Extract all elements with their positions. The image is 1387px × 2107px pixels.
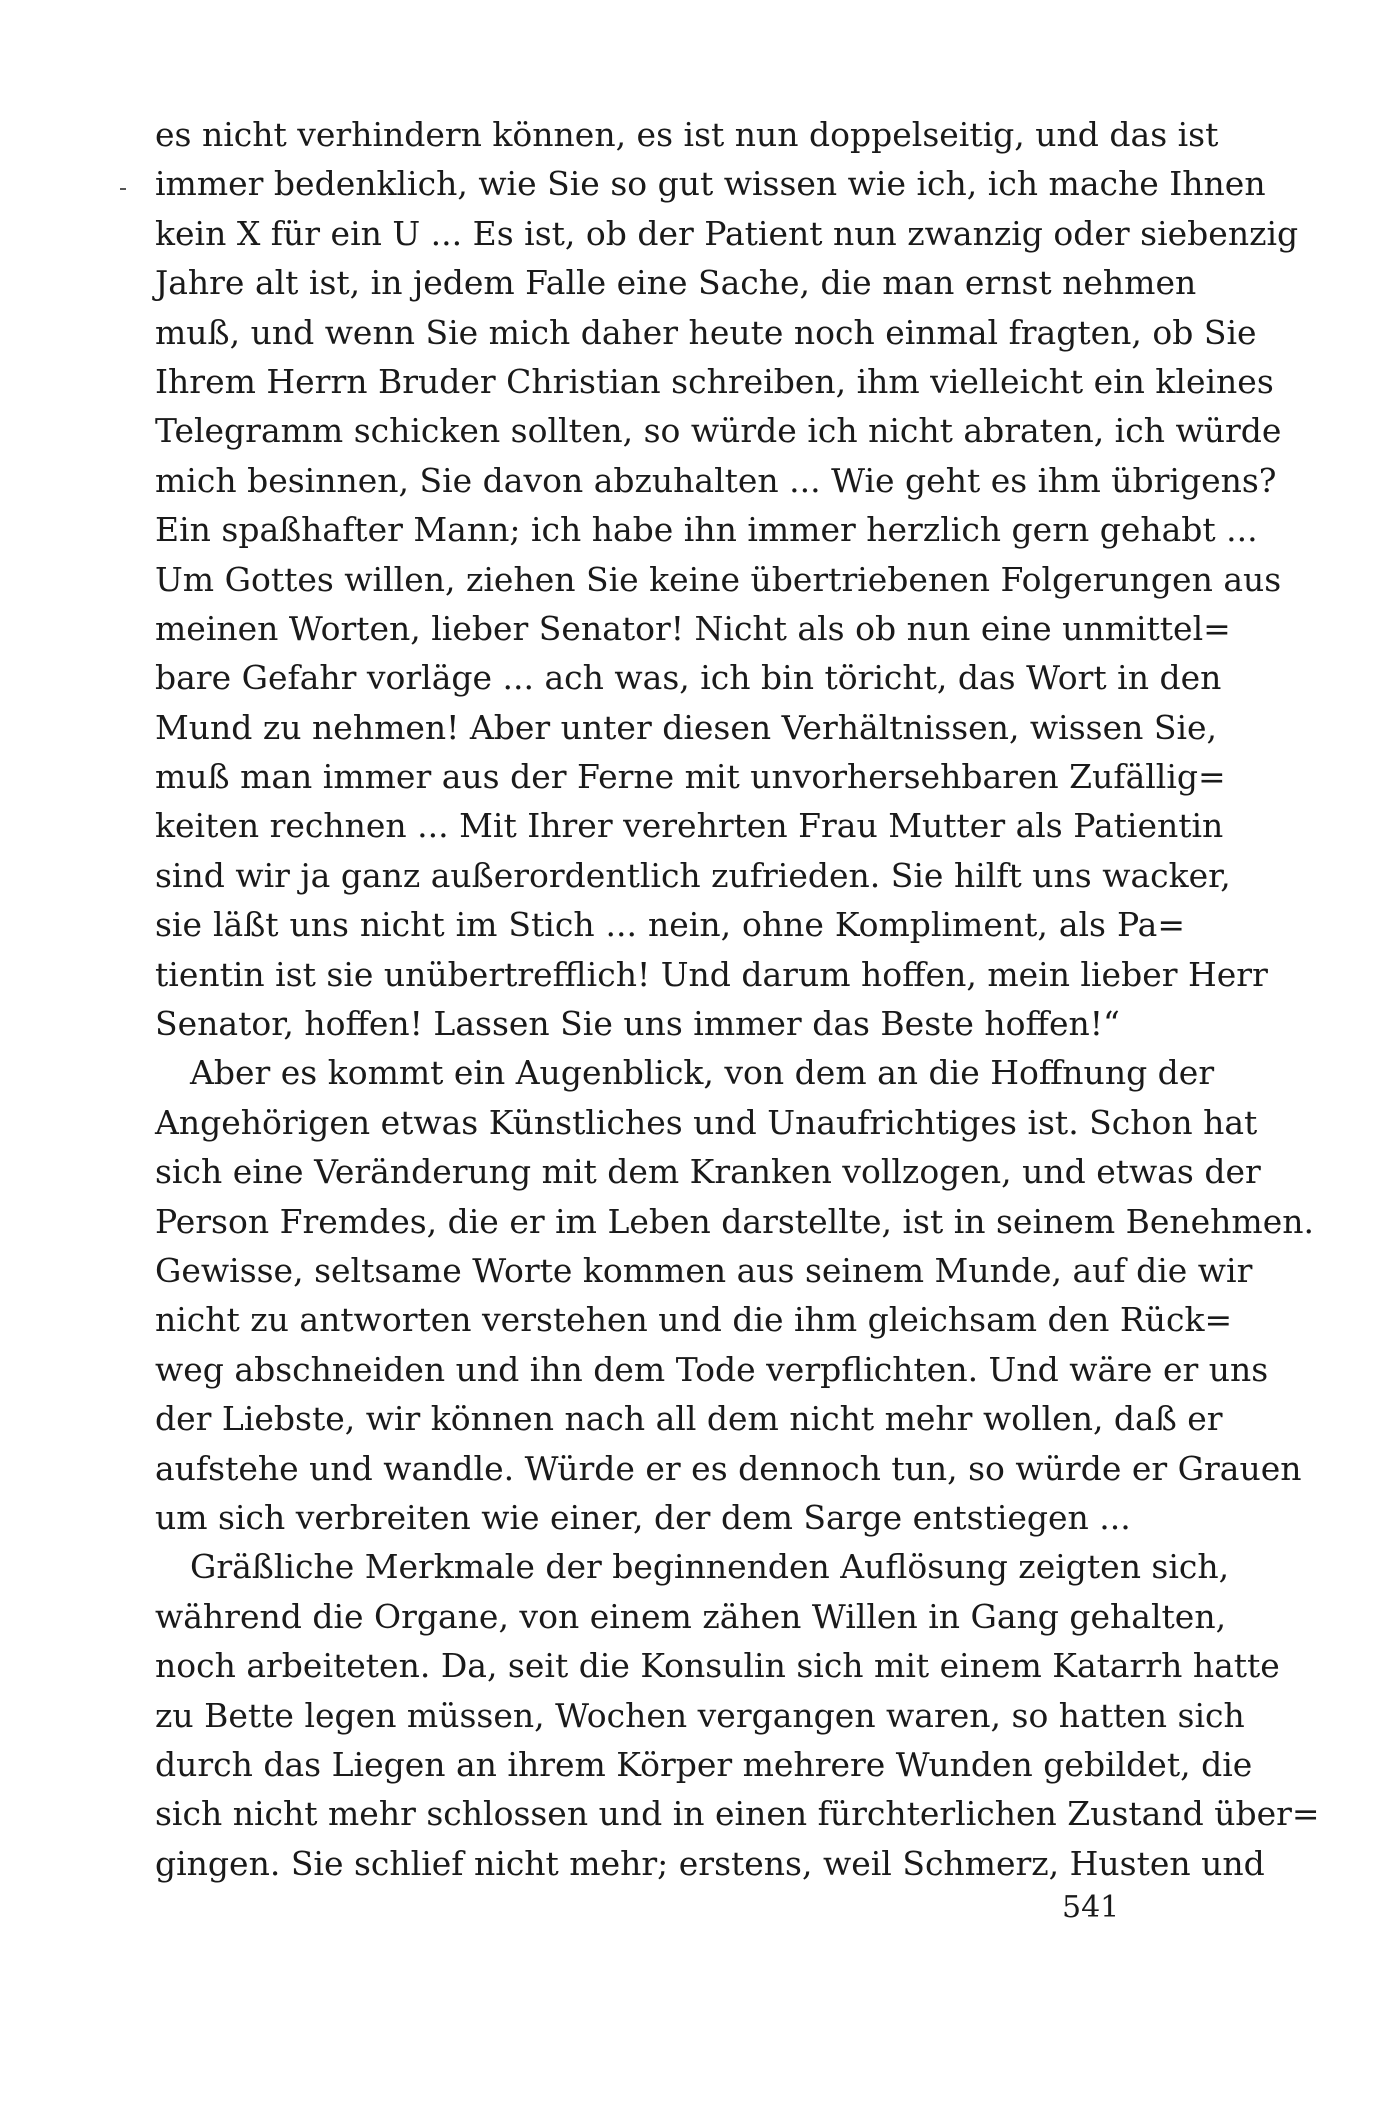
text-line: sind wir ja ganz außerordentlich zufrieden. Sie hilft uns wacker, (155, 855, 1231, 895)
text-line: sich eine Veränderung mit dem Kranken vollzogen, und etwas der (155, 1152, 1261, 1192)
text-line: weg abschneiden und ihn dem Tode verpflichten. Und wäre er uns (155, 1349, 1269, 1389)
text-line: bare Gefahr vorläge ... ach was, ich bin töricht, das Wort in den (155, 658, 1222, 698)
text-line: während die Organe, von einem zähen Willen in Gang gehalten, (155, 1596, 1227, 1636)
text-line: der Liebste, wir können nach all dem nicht mehr wollen, daß er (155, 1399, 1223, 1439)
text-line: Person Fremdes, die er im Leben darstellte, ist in seinem Benehmen. (155, 1201, 1314, 1241)
text-line: tientin ist sie unübertrefflich! Und darum hoffen, mein lieber Herr (155, 954, 1268, 994)
text-line: muß, und wenn Sie mich daher heute noch einmal fragten, ob Sie (155, 312, 1257, 352)
text-line: Senator, hoffen! Lassen Sie uns immer das Beste hoffen!“ (155, 1004, 1120, 1044)
text-line: meinen Worten, lieber Senator! Nicht als ob nun eine unmittel= (155, 608, 1231, 648)
body-text (155, 110, 1320, 1888)
text-line: muß man immer aus der Ferne mit unvorhersehbaren Zufällig= (155, 757, 1226, 797)
text-line: sich nicht mehr schlossen und in einen fürchterlichen Zustand über= (155, 1794, 1320, 1834)
text-line: mich besinnen, Sie davon abzuhalten ... Wie geht es ihm übrigens? (155, 460, 1277, 500)
text-line: Angehörigen etwas Künstliches und Unaufrichtiges ist. Schon hat (155, 1102, 1258, 1142)
text-line: es nicht verhindern können, es ist nun doppelseitig, und das ist (155, 115, 1219, 154)
text-line: kein X für ein U ... Es ist, ob der Patient nun zwanzig oder siebenzig (155, 213, 1299, 253)
text-line: Aber es kommt ein Augenblick, von dem an die Hoffnung der (190, 1053, 1215, 1093)
margin-mark (120, 188, 126, 190)
text-line: um sich verbreiten wie einer, der dem Sarge entstiegen ... (155, 1497, 1131, 1537)
text-line: nicht zu antworten verstehen und die ihm gleichsam den Rück= (155, 1300, 1233, 1340)
text-line: Ein spaßhafter Mann; ich habe ihn immer herzlich gern gehabt ... (155, 510, 1258, 550)
text-line: gingen. Sie schlief nicht mehr; erstens, weil Schmerz, Husten und (155, 1843, 1265, 1883)
text-line: Um Gottes willen, ziehen Sie keine übertriebenen Folgerungen aus (155, 559, 1282, 599)
text-line: immer bedenklich, wie Sie so gut wissen wie ich, ich mache Ihnen (155, 164, 1266, 204)
text-line: noch arbeiteten. Da, seit die Konsulin sich mit einem Katarrh hatte (155, 1646, 1280, 1686)
text-line: aufstehe und wandle. Würde er es dennoch tun, so würde er Grauen (155, 1448, 1302, 1488)
page-number: 541 (1062, 1890, 1120, 1925)
text-line: zu Bette legen müssen, Wochen vergangen waren, so hatten sich (155, 1695, 1245, 1735)
text-line: Ihrem Herrn Bruder Christian schreiben, ihm vielleicht ein kleines (155, 361, 1274, 401)
text-line: Mund zu nehmen! Aber unter diesen Verhältnissen, wissen Sie, (155, 707, 1218, 747)
text-line: Gewisse, seltsame Worte kommen aus seinem Munde, auf die wir (155, 1250, 1253, 1290)
text-line: Gräßliche Merkmale der beginnenden Auflösung zeigten sich, (190, 1547, 1230, 1587)
text-line: durch das Liegen an ihrem Körper mehrere Wunden gebildet, die (155, 1744, 1253, 1784)
text-line: Jahre alt ist, in jedem Falle eine Sache, die man ernst nehmen (155, 263, 1197, 303)
text-line: keiten rechnen ... Mit Ihrer verehrten Frau Mutter als Patientin (155, 806, 1224, 846)
text-line: sie läßt uns nicht im Stich ... nein, ohne Kompliment, als Pa= (155, 905, 1185, 945)
text-line: Telegramm schicken sollten, so würde ich nicht abraten, ich würde (155, 411, 1282, 451)
